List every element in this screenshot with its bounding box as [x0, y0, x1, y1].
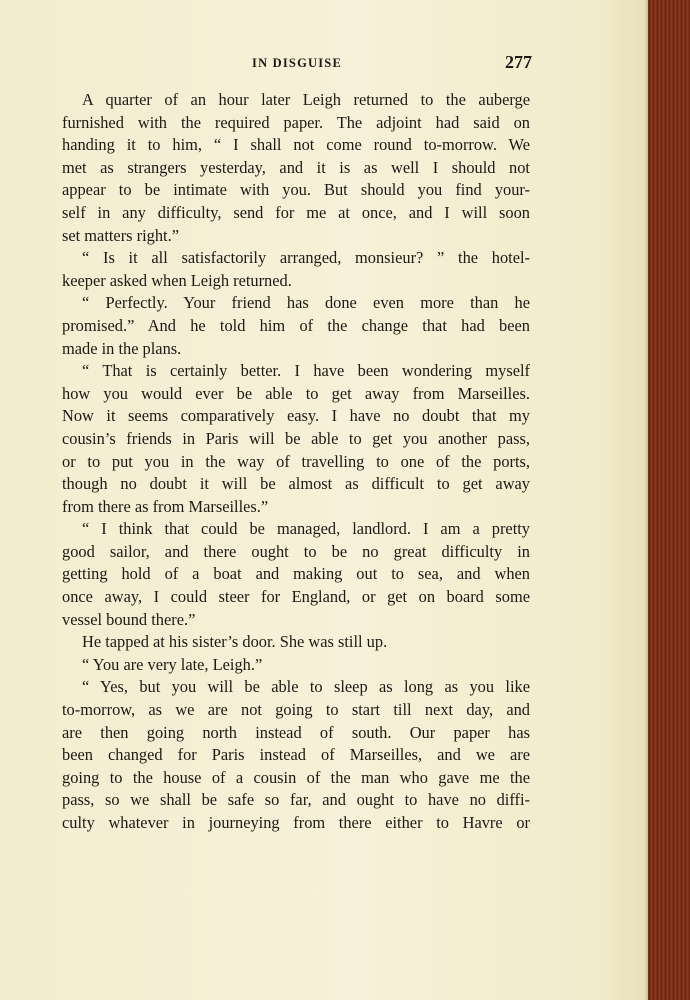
text-line: pass, so we shall be safe so far, and ought to have no diffi-: [62, 790, 530, 810]
text-line: promised.” And he told him of the change that had been: [62, 315, 530, 335]
text-line: appear to be intimate with you. But should you find your-: [62, 180, 530, 200]
running-head: IN DISGUISE: [252, 56, 342, 70]
text-line: handing it to him, “ I shall not come round to-morrow. We: [62, 135, 530, 155]
body-text: [62, 89, 530, 835]
text-line: “ I think that could be managed, landlord. I am a pretty: [82, 519, 530, 539]
text-line: “ Perfectly. Your friend has done even more than he: [82, 293, 530, 313]
text-line: furnished with the required paper. The adjoint had said on: [62, 112, 530, 132]
text-line: going to the house of a cousin of the man who gave me the: [62, 767, 530, 787]
text-line: “ Is it all satisfactorily arranged, monsieur? ” the hotel-: [82, 248, 530, 268]
text-line: He tapped at his sister’s door. She was still up.: [82, 632, 388, 652]
text-line: keeper asked when Leigh returned.: [62, 270, 292, 290]
text-line: “ You are very late, Leigh.”: [82, 654, 263, 674]
text-line: from there as from Marseilles.”: [62, 496, 269, 516]
text-line: “ Yes, but you will be able to sleep as long as you like: [82, 677, 530, 697]
text-line: made in the plans.: [62, 338, 182, 358]
text-line: A quarter of an hour later Leigh returned to the auberge: [82, 90, 530, 109]
text-line: “ That is certainly better. I have been wondering myself: [82, 361, 530, 381]
text-line: are then going north instead of south. Our paper has: [62, 722, 530, 742]
text-line: once away, I could steer for England, or get on board some: [62, 587, 530, 607]
text-line: good sailor, and there ought to be no great difficulty in: [62, 541, 530, 561]
text-line: to-morrow, as we are not going to start till next day, and: [62, 700, 530, 720]
text-line: vessel bound there.”: [62, 609, 196, 629]
text-line: met as strangers yesterday, and it is as well I should not: [62, 157, 530, 177]
text-line: culty whatever in journeying from there either to Havre or: [62, 813, 530, 832]
text-line: how you would ever be able to get away from Marseilles.: [62, 383, 530, 403]
text-line: or to put you in the way of travelling to one of the ports,: [62, 451, 530, 471]
text-line: self in any difficulty, send for me at once, and I will soon: [62, 202, 530, 222]
text-line: cousin’s friends in Paris will be able to get you another pass,: [62, 428, 530, 448]
text-line: getting hold of a boat and making out to sea, and when: [62, 564, 530, 584]
text-line: though no doubt it will be almost as difficult to get away: [62, 474, 530, 494]
book-page-edges: [648, 0, 690, 1000]
page-header: [62, 52, 532, 80]
text-line: been changed for Paris instead of Marseilles, and we are: [62, 745, 530, 765]
text-line: set matters right.”: [62, 225, 179, 245]
page-number: 277: [505, 52, 532, 72]
text-line: Now it seems comparatively easy. I have no doubt that my: [62, 406, 530, 426]
